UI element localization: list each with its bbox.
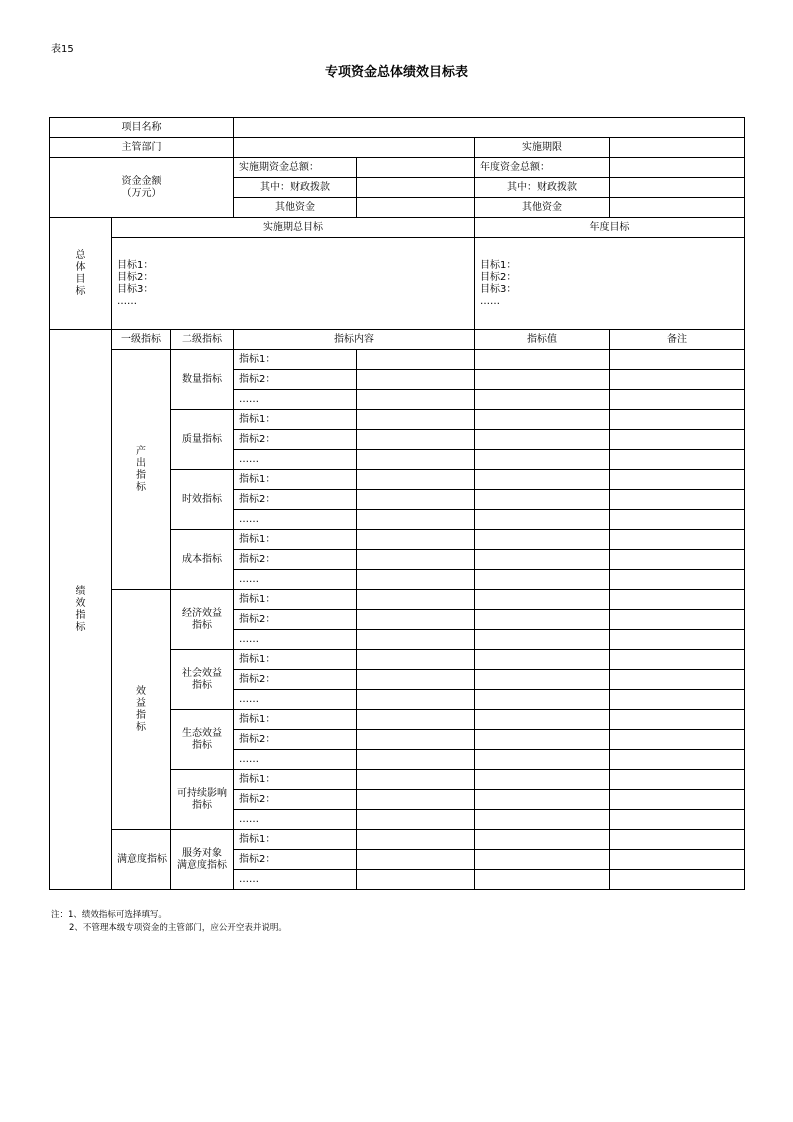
period-fiscal-cell[interactable] <box>357 178 475 198</box>
level1-indicator <box>112 590 171 830</box>
indicator-content-label: …… <box>234 390 357 410</box>
perf-ind-char: 指 <box>75 609 86 621</box>
indicator-content-cell[interactable] <box>357 790 475 810</box>
annual-other-fund-label: 其他资金 <box>475 198 610 218</box>
indicator-value-cell[interactable] <box>475 350 610 370</box>
overall-goal-char: 目 <box>75 273 86 285</box>
indicator-remark-cell[interactable] <box>610 350 745 370</box>
indicator-content-cell[interactable] <box>357 730 475 750</box>
indicator-content-cell[interactable] <box>357 470 475 490</box>
level1-header: 一级指标 <box>112 330 171 350</box>
level2-indicator <box>171 350 234 410</box>
indicator-remark-cell[interactable] <box>610 550 745 570</box>
annual-total-cell[interactable] <box>610 158 745 178</box>
indicator-content-label: 指标2： <box>234 370 357 390</box>
level1-indicator-text: 指 <box>136 709 146 721</box>
level2-indicator <box>171 530 234 590</box>
indicator-content-label: 指标1： <box>234 350 357 370</box>
indicator-content-label: …… <box>234 750 357 770</box>
period-other-fund-label: 其他资金 <box>234 198 357 218</box>
level2-indicator-text: 指标 <box>192 799 212 811</box>
performance-goal-table <box>49 117 745 890</box>
period-fiscal-label: 其中：财政拨款 <box>234 178 357 198</box>
indicator-remark-cell[interactable] <box>610 510 745 530</box>
indicator-value-cell[interactable] <box>475 470 610 490</box>
indicator-content-cell[interactable] <box>357 870 475 890</box>
goal-line: 目标1： <box>117 259 154 271</box>
goal-line: 目标3： <box>117 283 154 295</box>
annual-fiscal-label: 其中：财政拨款 <box>475 178 610 198</box>
level1-indicator-text: 指 <box>136 469 146 481</box>
indicator-value-cell[interactable] <box>475 810 610 830</box>
perf-ind-char: 效 <box>75 597 86 609</box>
indicator-remark-cell[interactable] <box>610 390 745 410</box>
indicator-content-label: …… <box>234 450 357 470</box>
indicator-content-label: 指标1： <box>234 710 357 730</box>
level1-indicator-text: 益 <box>136 697 146 709</box>
indicator-content-cell[interactable] <box>357 810 475 830</box>
content-header: 指标内容 <box>234 330 475 350</box>
notes <box>51 909 287 935</box>
indicator-remark-cell[interactable] <box>610 750 745 770</box>
indicator-content-cell[interactable] <box>357 830 475 850</box>
level1-indicator-text: 标 <box>136 721 146 733</box>
indicator-remark-cell[interactable] <box>610 570 745 590</box>
indicator-content-cell[interactable] <box>357 550 475 570</box>
department-cell[interactable] <box>234 138 475 158</box>
indicator-content-cell[interactable] <box>357 750 475 770</box>
indicator-value-cell[interactable] <box>475 530 610 550</box>
table-number: 表15 <box>51 44 74 55</box>
level1-indicator-text: 标 <box>136 481 146 493</box>
indicator-value-cell[interactable] <box>475 670 610 690</box>
indicator-value-cell[interactable] <box>475 870 610 890</box>
indicator-remark-cell[interactable] <box>610 530 745 550</box>
level2-indicator <box>171 710 234 770</box>
period-total-label: 实施期资金总额： <box>234 158 357 178</box>
indicator-value-cell[interactable] <box>475 590 610 610</box>
period-label: 实施期限 <box>475 138 610 158</box>
goal-line: 目标2： <box>117 271 154 283</box>
indicator-value-cell[interactable] <box>475 850 610 870</box>
level1-indicator-text: 效 <box>136 685 146 697</box>
goal-line: …… <box>117 295 137 307</box>
indicator-content-label: 指标2： <box>234 550 357 570</box>
indicator-content-cell[interactable] <box>357 850 475 870</box>
indicator-content-label: 指标1： <box>234 650 357 670</box>
period-cell[interactable] <box>610 138 745 158</box>
indicator-content-cell[interactable] <box>357 590 475 610</box>
annual-total-label: 年度资金总额： <box>475 158 610 178</box>
indicator-content-label: …… <box>234 570 357 590</box>
indicator-content-label: …… <box>234 510 357 530</box>
indicator-remark-cell[interactable] <box>610 430 745 450</box>
indicator-content-label: 指标2： <box>234 730 357 750</box>
indicator-value-cell[interactable] <box>475 410 610 430</box>
indicator-content-cell[interactable] <box>357 670 475 690</box>
indicator-content-cell[interactable] <box>357 710 475 730</box>
level2-header: 二级指标 <box>171 330 234 350</box>
indicator-remark-cell[interactable] <box>610 650 745 670</box>
level2-indicator-text: 社会效益 <box>182 667 222 679</box>
indicator-content-label: 指标2： <box>234 670 357 690</box>
indicator-remark-cell[interactable] <box>610 850 745 870</box>
indicator-content-label: 指标2： <box>234 490 357 510</box>
indicator-content-cell[interactable] <box>357 390 475 410</box>
indicator-content-label: 指标1： <box>234 770 357 790</box>
indicator-content-label: …… <box>234 870 357 890</box>
note-2: 2、不管理本级专项资金的主管部门，应公开空表并说明。 <box>69 923 287 933</box>
indicator-value-cell[interactable] <box>475 770 610 790</box>
indicator-value-cell[interactable] <box>475 490 610 510</box>
indicator-value-cell[interactable] <box>475 710 610 730</box>
period-other-fund-cell[interactable] <box>357 198 475 218</box>
indicator-content-cell[interactable] <box>357 610 475 630</box>
department-label: 主管部门 <box>50 138 234 158</box>
indicator-content-cell[interactable] <box>357 370 475 390</box>
indicator-remark-cell[interactable] <box>610 450 745 470</box>
indicator-value-cell[interactable] <box>475 450 610 470</box>
fund-unit-text: （万元） <box>121 187 162 199</box>
indicator-remark-cell[interactable] <box>610 770 745 790</box>
performance-indicator-label <box>50 330 112 890</box>
level2-indicator <box>171 470 234 530</box>
indicator-value-cell[interactable] <box>475 830 610 850</box>
indicator-content-cell[interactable] <box>357 350 475 370</box>
indicator-content-cell[interactable] <box>357 490 475 510</box>
level2-indicator-text: 满意度指标 <box>177 859 227 871</box>
level2-indicator <box>171 410 234 470</box>
indicator-remark-cell[interactable] <box>610 370 745 390</box>
level2-indicator-text: 指标 <box>192 619 212 631</box>
indicator-content-cell[interactable] <box>357 450 475 470</box>
goal-line: 目标3： <box>480 283 517 295</box>
indicator-value-cell[interactable] <box>475 390 610 410</box>
annual-goal-header: 年度目标 <box>475 218 745 238</box>
annual-goal-cell[interactable] <box>475 238 745 330</box>
indicator-value-cell[interactable] <box>475 630 610 650</box>
level2-indicator-text: 质量指标 <box>182 433 222 445</box>
indicator-remark-cell[interactable] <box>610 470 745 490</box>
indicator-row <box>50 350 745 370</box>
indicator-value-cell[interactable] <box>475 690 610 710</box>
fund-amount-label <box>50 158 234 218</box>
indicator-value-cell[interactable] <box>475 570 610 590</box>
indicator-remark-cell[interactable] <box>610 610 745 630</box>
indicator-content-label: …… <box>234 690 357 710</box>
indicator-content-label: 指标1： <box>234 410 357 430</box>
goal-line: 目标2： <box>480 271 517 283</box>
remark-header: 备注 <box>610 330 745 350</box>
project-name-cell[interactable] <box>234 118 745 138</box>
indicator-content-label: 指标1： <box>234 590 357 610</box>
fund-amount-text: 资金金额 <box>121 175 162 187</box>
indicator-remark-cell[interactable] <box>610 630 745 650</box>
level2-indicator-text: 经济效益 <box>182 607 222 619</box>
indicator-remark-cell[interactable] <box>610 710 745 730</box>
indicator-content-cell[interactable] <box>357 770 475 790</box>
period-goal-cell[interactable] <box>112 238 475 330</box>
indicator-row <box>50 830 745 850</box>
page-title: 专项资金总体绩效目标表 <box>324 65 468 80</box>
level2-indicator-text: 时效指标 <box>182 493 222 505</box>
level2-indicator-text: 数量指标 <box>182 373 222 385</box>
indicator-remark-cell[interactable] <box>610 810 745 830</box>
perf-ind-char: 绩 <box>75 585 86 597</box>
level2-indicator-text: 可持续影响 <box>177 787 227 799</box>
annual-fiscal-cell[interactable] <box>610 178 745 198</box>
indicator-content-cell[interactable] <box>357 650 475 670</box>
indicator-content-cell[interactable] <box>357 510 475 530</box>
indicator-remark-cell[interactable] <box>610 410 745 430</box>
indicator-content-label: …… <box>234 630 357 650</box>
indicator-content-cell[interactable] <box>357 430 475 450</box>
indicator-content-cell[interactable] <box>357 410 475 430</box>
value-header: 指标值 <box>475 330 610 350</box>
indicator-value-cell[interactable] <box>475 750 610 770</box>
indicator-remark-cell[interactable] <box>610 490 745 510</box>
indicator-value-cell[interactable] <box>475 650 610 670</box>
indicator-content-label: 指标2： <box>234 790 357 810</box>
level1-indicator-text: 满意度指标 <box>117 853 167 865</box>
level1-indicator <box>112 350 171 590</box>
level1-indicator-text: 出 <box>136 457 146 469</box>
indicator-content-cell[interactable] <box>357 690 475 710</box>
level2-indicator <box>171 650 234 710</box>
goal-line: …… <box>480 295 500 307</box>
level2-indicator-text: 成本指标 <box>182 553 222 565</box>
overall-goal-char: 体 <box>75 261 86 273</box>
period-total-cell[interactable] <box>357 158 475 178</box>
level1-indicator-text: 产 <box>136 445 146 457</box>
indicator-content-label: 指标1： <box>234 830 357 850</box>
indicator-content-cell[interactable] <box>357 630 475 650</box>
overall-goal-char: 总 <box>75 249 86 261</box>
indicator-content-cell[interactable] <box>357 570 475 590</box>
level2-indicator-text: 生态效益 <box>182 727 222 739</box>
indicator-remark-cell[interactable] <box>610 830 745 850</box>
indicator-value-cell[interactable] <box>475 510 610 530</box>
indicator-value-cell[interactable] <box>475 550 610 570</box>
indicator-value-cell[interactable] <box>475 430 610 450</box>
indicator-row <box>50 590 745 610</box>
indicator-value-cell[interactable] <box>475 370 610 390</box>
indicator-remark-cell[interactable] <box>610 730 745 750</box>
overall-goal-char: 标 <box>75 285 86 297</box>
note-1: 注：1、绩效指标可选择填写。 <box>51 910 167 920</box>
perf-ind-char: 标 <box>75 621 86 633</box>
indicator-value-cell[interactable] <box>475 610 610 630</box>
period-goal-header: 实施期总目标 <box>112 218 475 238</box>
indicator-remark-cell[interactable] <box>610 670 745 690</box>
indicator-content-label: 指标2： <box>234 850 357 870</box>
goal-line: 目标1： <box>480 259 517 271</box>
level2-indicator <box>171 770 234 830</box>
indicator-content-label: …… <box>234 810 357 830</box>
level2-indicator <box>171 830 234 890</box>
level2-indicator-text: 指标 <box>192 739 212 751</box>
indicator-value-cell[interactable] <box>475 790 610 810</box>
indicator-remark-cell[interactable] <box>610 690 745 710</box>
level2-indicator-text: 服务对象 <box>182 847 222 859</box>
project-name-label: 项目名称 <box>50 118 234 138</box>
indicator-remark-cell[interactable] <box>610 870 745 890</box>
indicator-remark-cell[interactable] <box>610 790 745 810</box>
indicator-value-cell[interactable] <box>475 730 610 750</box>
level1-indicator <box>112 830 171 890</box>
indicator-content-label: 指标2： <box>234 610 357 630</box>
overall-goal-label <box>50 218 112 330</box>
indicator-content-label: 指标1： <box>234 530 357 550</box>
indicator-remark-cell[interactable] <box>610 590 745 610</box>
indicator-content-label: 指标1： <box>234 470 357 490</box>
annual-other-fund-cell[interactable] <box>610 198 745 218</box>
indicator-content-label: 指标2： <box>234 430 357 450</box>
level2-indicator <box>171 590 234 650</box>
level2-indicator-text: 指标 <box>192 679 212 691</box>
indicator-content-cell[interactable] <box>357 530 475 550</box>
